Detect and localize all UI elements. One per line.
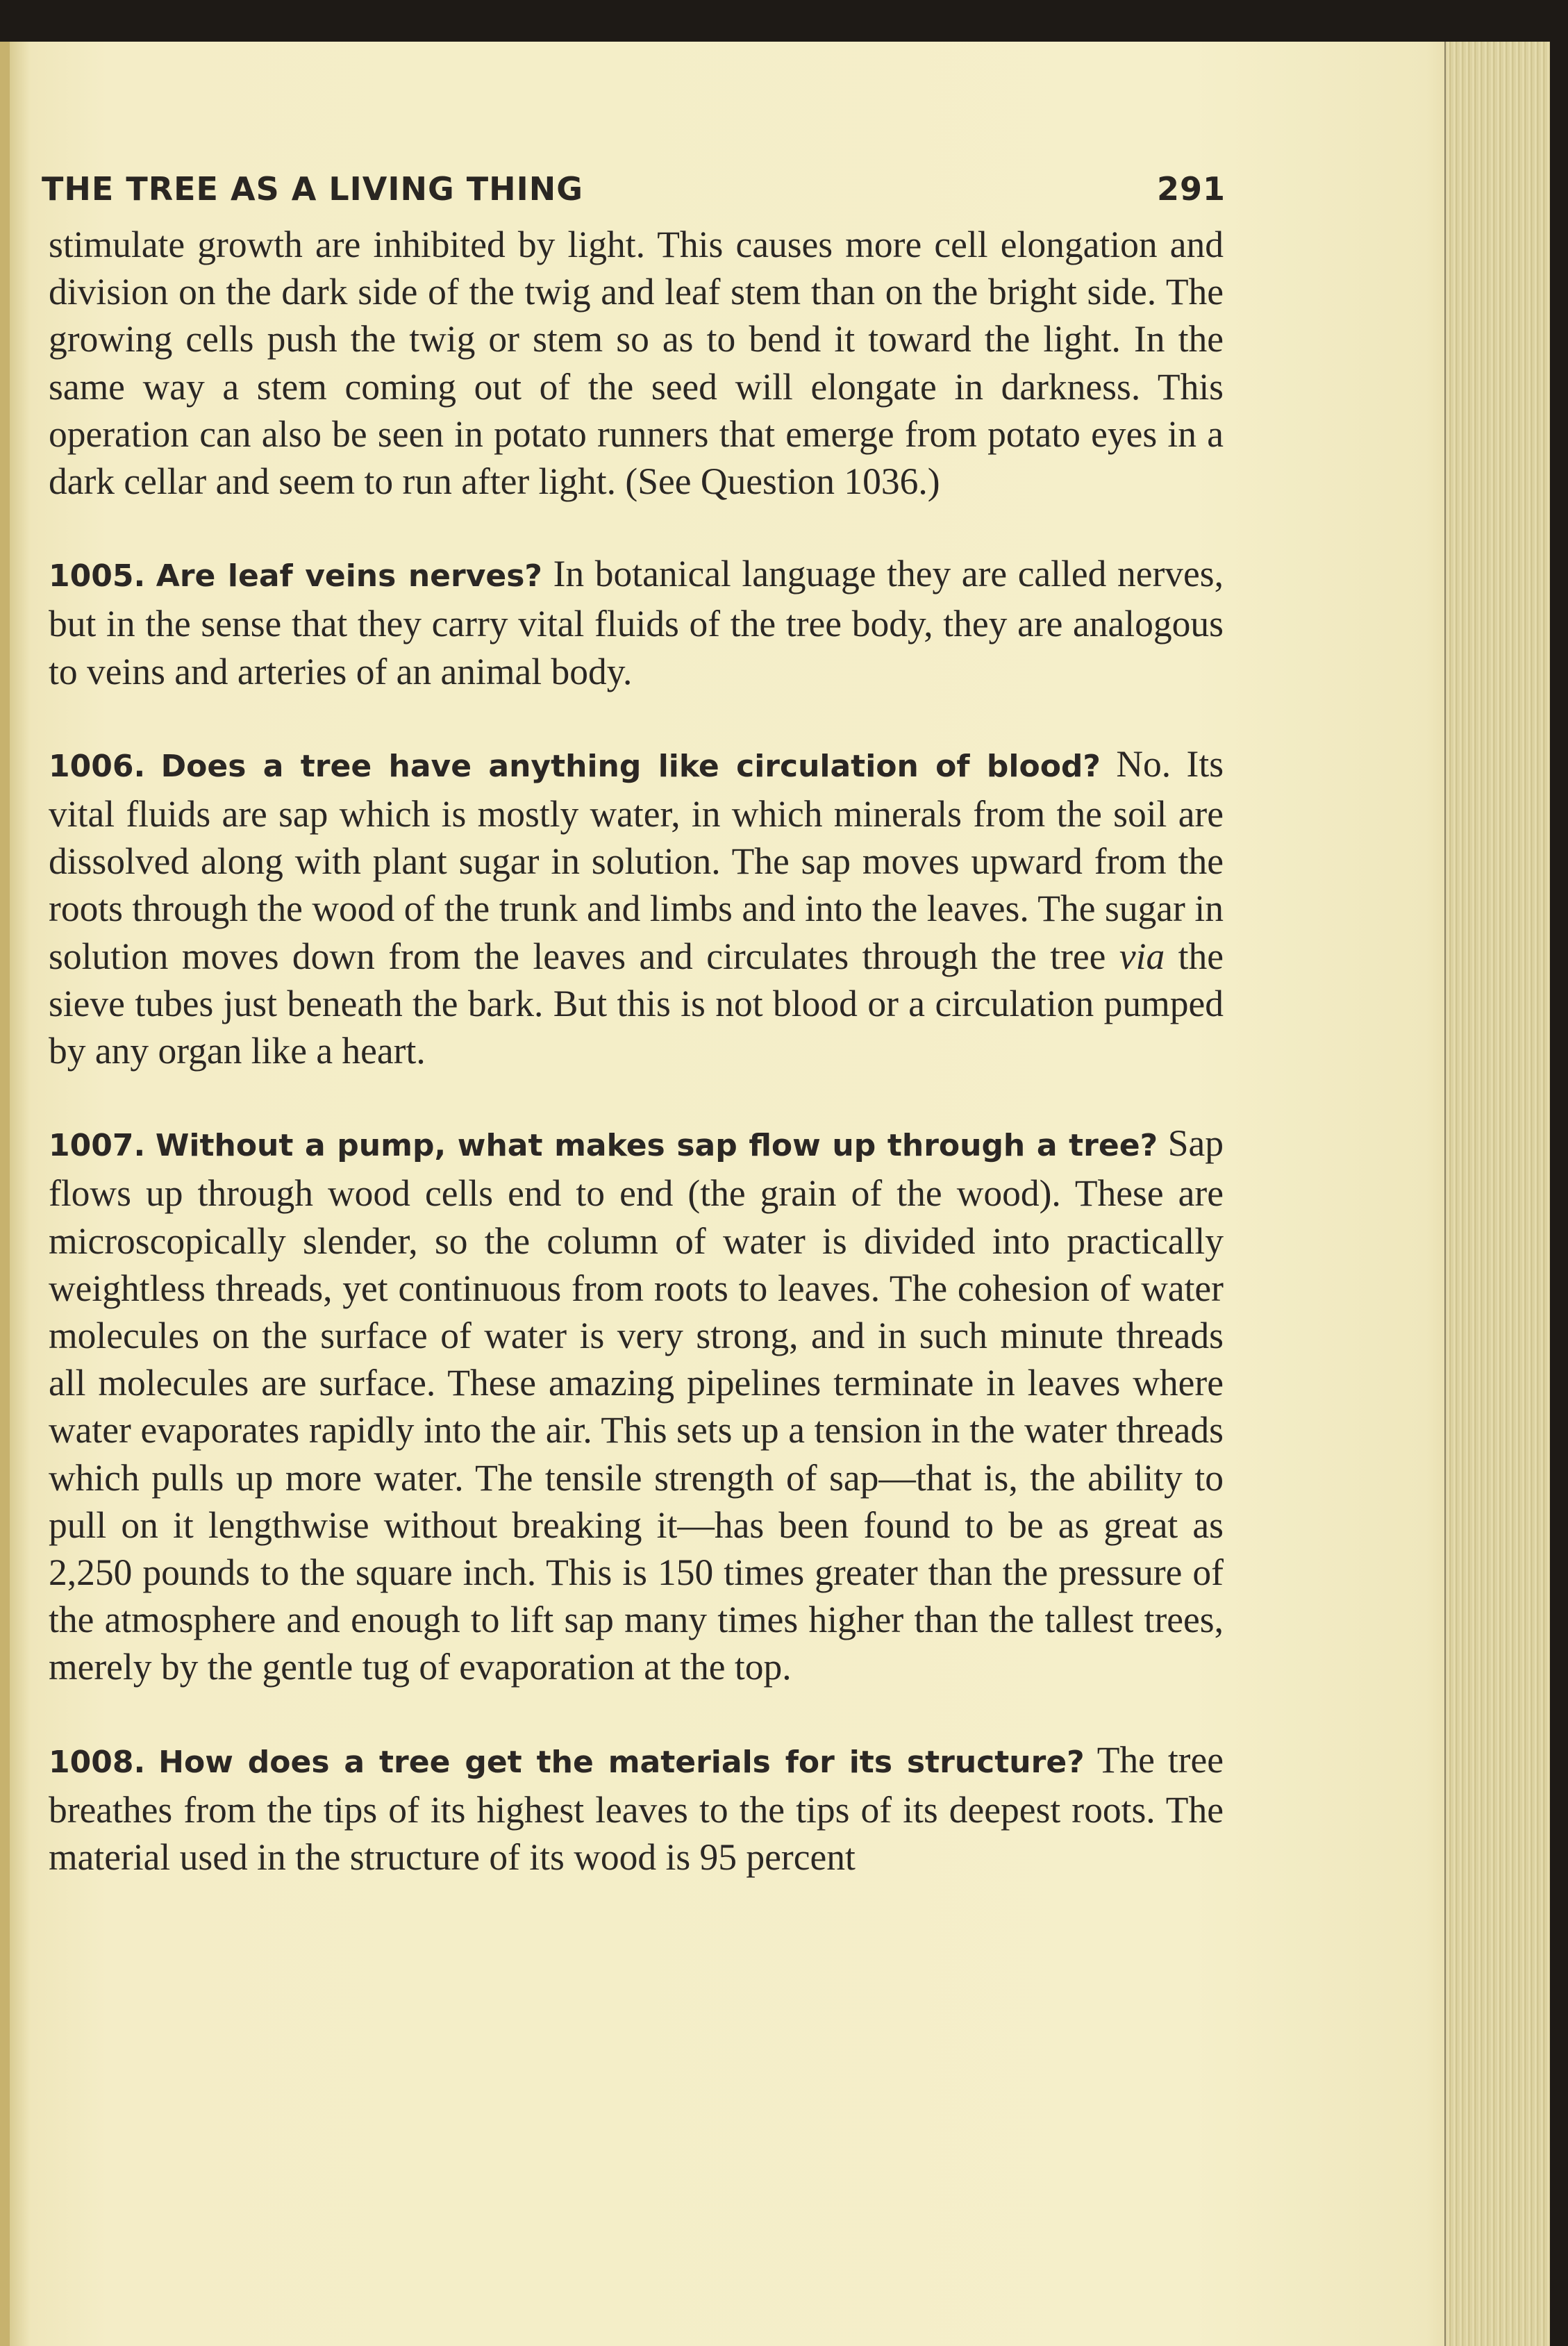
question-heading: Are leaf veins nerves? — [156, 558, 542, 594]
question-number: 1008. — [49, 1744, 146, 1780]
question-1007 — [49, 1120, 1224, 1690]
answer-text: In botanical language they are called nerves, but in the sense that they carry vital fluids of the tree body, they are analogous to veins and arteries of an animal body. — [49, 553, 1224, 692]
running-title: THE TREE AS A LIVING THING — [42, 170, 583, 208]
paragraph-text: stimulate growth are inhibited by light. This causes more cell elongation and division on the dark side of the twig and leaf stem than on the bright side. The growing cells push the twig or stem so as to bend it toward the light. In the same way a stem coming out of the seed will elongate in darkness. This operation can also be seen in potato runners that emerge from potato eyes in a dark cellar and seem to run after light. (See Question 1036.) — [49, 224, 1224, 503]
answer-text: The tree breathes from the tips of its highest leaves to the tips of its deepest roots. The material used in the structure of its wood is 95 percent — [49, 1738, 1224, 1879]
paragraph-continuation — [49, 221, 1224, 505]
answer-italic: via — [1119, 935, 1165, 977]
question-heading: How does a tree get the materials for its structure? — [158, 1744, 1085, 1780]
answer-text: No. Its vital fluids are sap which is mostly water, in which minerals from the soil are dissolved along with plant sugar in solution. The sap moves upward from the roots through the wood of the trunk and limbs and into the leaves. The sugar in solution moves down from the leaves and circulates through the tree — [49, 742, 1224, 977]
question-heading: Does a tree have anything like circulation of blood? — [160, 748, 1101, 784]
question-1005 — [49, 550, 1224, 695]
question-1006 — [49, 740, 1224, 1074]
running-header — [42, 170, 1226, 208]
page-number: 291 — [1156, 170, 1226, 208]
book-spine-shadow — [0, 42, 10, 2346]
question-number: 1005. — [49, 558, 146, 594]
question-number: 1007. — [49, 1128, 146, 1164]
question-heading: Without a pump, what makes sap flow up through a tree? — [155, 1128, 1158, 1164]
answer-text-cont: the sieve tubes just beneath the bark. But this is not blood or a circulation pumped by any organ like a heart. — [49, 935, 1224, 1072]
page-body — [49, 221, 1224, 1926]
page-edges — [1444, 42, 1550, 2346]
question-number: 1006. — [49, 748, 146, 784]
answer-text: Sap flows up through wood cells end to end (the grain of the wood). These are microscopically slender, so the column of water is divided into practically weightless threads, yet continuous from roots to leaves. The cohesion of water molecules on the surface of water is very strong, and in such minute threads all molecules are surface. These amazing pipelines terminate in leaves where water evaporates rapidly into the air. This sets up a tension in the water threads which pulls up more water. The tensile strength of sap—that is, the ability to pull on it lengthwise without breaking it—has been found to be as great as 2,250 pounds to the square inch. This is 150 times greater than the pressure of the atmosphere and enough to lift sap many times higher than the tallest trees, merely by the gentle tug of evaporation at the top. — [49, 1122, 1224, 1688]
question-1008 — [49, 1736, 1224, 1881]
